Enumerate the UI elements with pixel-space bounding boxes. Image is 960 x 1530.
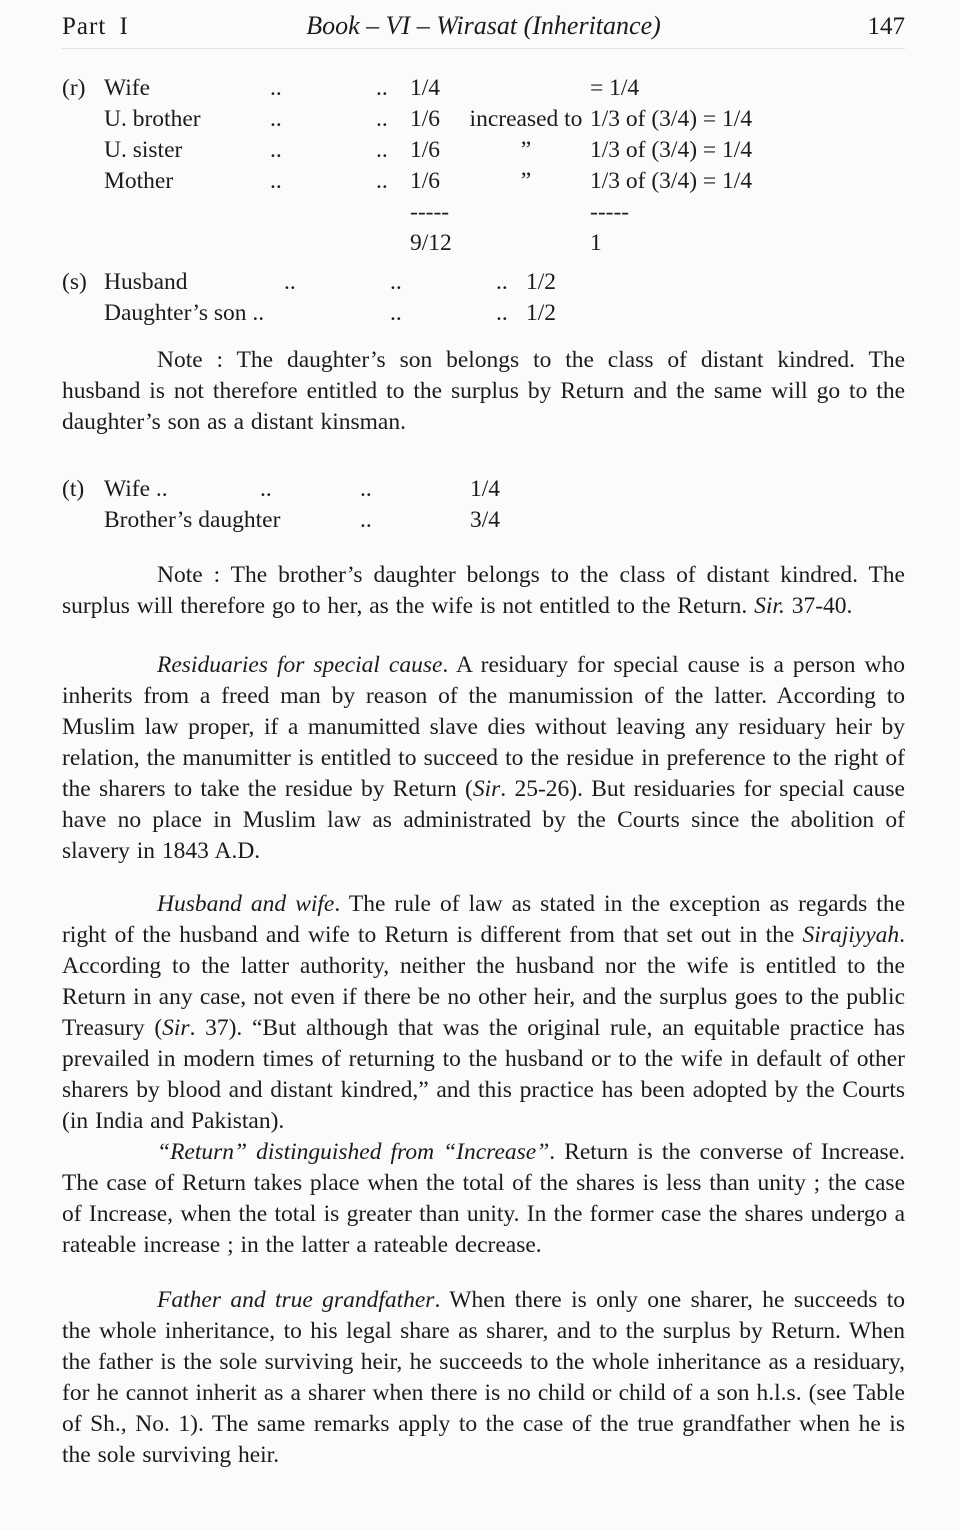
table-cell: ..: [376, 137, 388, 163]
table-cell: 1/2: [526, 269, 557, 295]
table-cell: [376, 197, 410, 228]
table-cell: U. sister: [104, 137, 183, 163]
italic-text-segment: Sirajiyyah: [802, 922, 900, 948]
note-brothers-daughter: [62, 560, 905, 622]
table-cell: ..: [390, 269, 402, 295]
table-cell: [62, 197, 104, 228]
part-label: Part I: [62, 13, 129, 40]
note-daughters-son: [62, 345, 905, 438]
table-cell: ..: [284, 269, 296, 295]
table-cell: Daughter’s son ..: [104, 300, 265, 326]
table-cell: 1/2: [526, 300, 557, 326]
table-cell: [284, 298, 390, 329]
table-cell: U. brother: [104, 106, 201, 132]
table-cell: 1/6: [410, 106, 441, 132]
table-row: [62, 104, 775, 135]
table-cell: ..: [360, 476, 372, 502]
table-cell: ..: [496, 300, 508, 326]
table-cell: 9/12: [410, 230, 452, 256]
table-cell: Brother’s daughter: [104, 507, 281, 533]
table-cell: 1/6: [410, 168, 441, 194]
table-cell: ..: [360, 507, 372, 533]
table-cell: 3/4: [470, 507, 501, 533]
table-cell: [270, 228, 376, 259]
paragraph-father-and-grandfather: [62, 1285, 905, 1471]
table-cell: [62, 104, 104, 135]
italic-text-segment: Father and true grandfather: [157, 1287, 435, 1313]
table-row: [62, 228, 775, 259]
table-cell: = 1/4: [590, 75, 640, 101]
table-cell: increased to: [469, 106, 583, 132]
table-cell: ..: [376, 106, 388, 132]
italic-text-segment: Residuaries for special cause: [157, 652, 443, 678]
table-cell: [462, 73, 590, 104]
text-segment: . A residuary for special cause is a person who inherits from a freed man by reason of the manumission of the latter. According to Muslim law proper, if a manumitted slave dies without leaving any residuary heir by relation, the manumitter is entitled to succeed to the residue in preference to the right of the sharers to take the residue by Return (: [62, 652, 905, 802]
table-row: [62, 135, 775, 166]
table-cell: 1/6: [410, 137, 441, 163]
text-segment: . According to the latter authority, neither the husband nor the wife is entitled to the Return in any case, not even if there be no other heir, and the surplus goes to the public Treasury (: [62, 922, 905, 1041]
italic-text-segment: Sir: [162, 1015, 190, 1041]
table-cell: (r): [62, 75, 86, 101]
text-segment: . Return is the converse of Increase. The case of Return takes place when the total of the shares is less than unity ; the case of Increase, when the total is greater than unity. In the former case the shares undergo a rateable increase ; in the latter a rateable decrease.: [62, 1139, 906, 1258]
table-cell: ..: [376, 168, 388, 194]
table-row: [62, 166, 775, 197]
table-cell: 1/3 of (3/4) = 1/4: [590, 168, 753, 194]
paragraph-residuaries: [62, 650, 905, 867]
table-cell: ..: [270, 168, 282, 194]
table-row: [62, 267, 662, 298]
table-cell: 1/4: [410, 75, 441, 101]
table-cell: 1/4: [470, 476, 501, 502]
table-cell: ..: [376, 75, 388, 101]
share-table-t: [62, 474, 622, 536]
italic-text-segment: “Return” distinguished from “Increase”: [157, 1139, 550, 1165]
table-cell: ..: [390, 300, 402, 326]
text-segment: 37-40.: [784, 593, 853, 619]
table-cell: (s): [62, 269, 87, 295]
table-cell: ”: [520, 168, 532, 194]
table-cell: [62, 298, 104, 329]
share-table-s: [62, 267, 662, 329]
table-cell: ”: [520, 137, 532, 163]
text-segment: Note : The daughter’s son belongs to the class of distant kindred. The husband is not therefore entitled to the surplus by Return and the same will go to the daughter’s son as a distant kinsman.: [62, 347, 905, 435]
text-segment: . 25-26). But residuaries for special cause have no place in Muslim law as administrated by the Courts since the abolition of slavery in 1843 A.D.: [62, 776, 905, 864]
table-cell: [462, 197, 590, 228]
page-number: 147: [867, 13, 905, 40]
table-cell: 1/3 of (3/4) = 1/4: [590, 106, 753, 132]
table-cell: [104, 228, 270, 259]
table-cell: [376, 228, 410, 259]
text-segment: Note : The brother’s daughter belongs to the class of distant kindred. The surplus will therefore go to her, as the wife is not entitled to the Return.: [62, 562, 905, 619]
italic-text-segment: Sir: [472, 776, 501, 802]
table-cell: 1: [590, 230, 602, 256]
table-cell: Mother: [104, 168, 174, 194]
table-cell: [62, 505, 104, 536]
table-cell: [462, 228, 590, 259]
table-cell: Husband: [104, 269, 188, 295]
page-header: [62, 10, 905, 49]
text-segment: . 37). “But although that was the original rule, an equitable practice has prevailed in modern times of returning to the husband or to the wife in default of other sharers by blood and distant kindred,” and this practice has been adopted by the Courts (in India and Pakistan).: [62, 1015, 905, 1134]
table-cell: [104, 197, 270, 228]
table-cell: ..: [270, 106, 282, 132]
table-cell: [62, 228, 104, 259]
table-cell: [62, 135, 104, 166]
table-cell: ..: [270, 137, 282, 163]
table-cell: Wife ..: [104, 476, 168, 502]
paragraph-husband-and-wife: [62, 889, 905, 1137]
table-row: [62, 197, 775, 228]
table-cell: [260, 505, 360, 536]
book-title: Book – VI – Wirasat (Inheritance): [306, 11, 661, 40]
table-row: [62, 474, 622, 505]
table-cell: ..: [496, 269, 508, 295]
table-cell: [62, 166, 104, 197]
table-cell: ..: [260, 476, 272, 502]
table-row: [62, 505, 622, 536]
table-cell: (t): [62, 476, 85, 502]
text-segment: . When there is only one sharer, he succeeds to the whole inheritance, to his legal share as sharer, and to the surplus by Return. When the father is the sole surviving heir, he succeeds to the whole inheritance as a residuary, for he cannot inherit as a sharer when there is no child or child of a son h.l.s. (see Table of Sh., No. 1). The same remarks apply to the case of the true grandfather when he is the sole surviving heir.: [62, 1287, 905, 1468]
table-row: [62, 298, 662, 329]
table-cell: [270, 197, 376, 228]
table-cell: -----: [410, 199, 450, 225]
table-cell: -----: [590, 199, 630, 225]
table-row: [62, 73, 775, 104]
italic-text-segment: Sir.: [754, 593, 785, 619]
paragraph-return-vs-increase: [62, 1137, 905, 1261]
text-segment: . The rule of law as stated in the exception as regards the right of the husband and wife to Return is different from that set out in the: [62, 891, 905, 948]
share-table-r: [62, 73, 775, 259]
italic-text-segment: Husband and wife: [157, 891, 335, 917]
table-cell: Wife: [104, 75, 151, 101]
table-cell: ..: [270, 75, 282, 101]
table-cell: 1/3 of (3/4) = 1/4: [590, 137, 753, 163]
